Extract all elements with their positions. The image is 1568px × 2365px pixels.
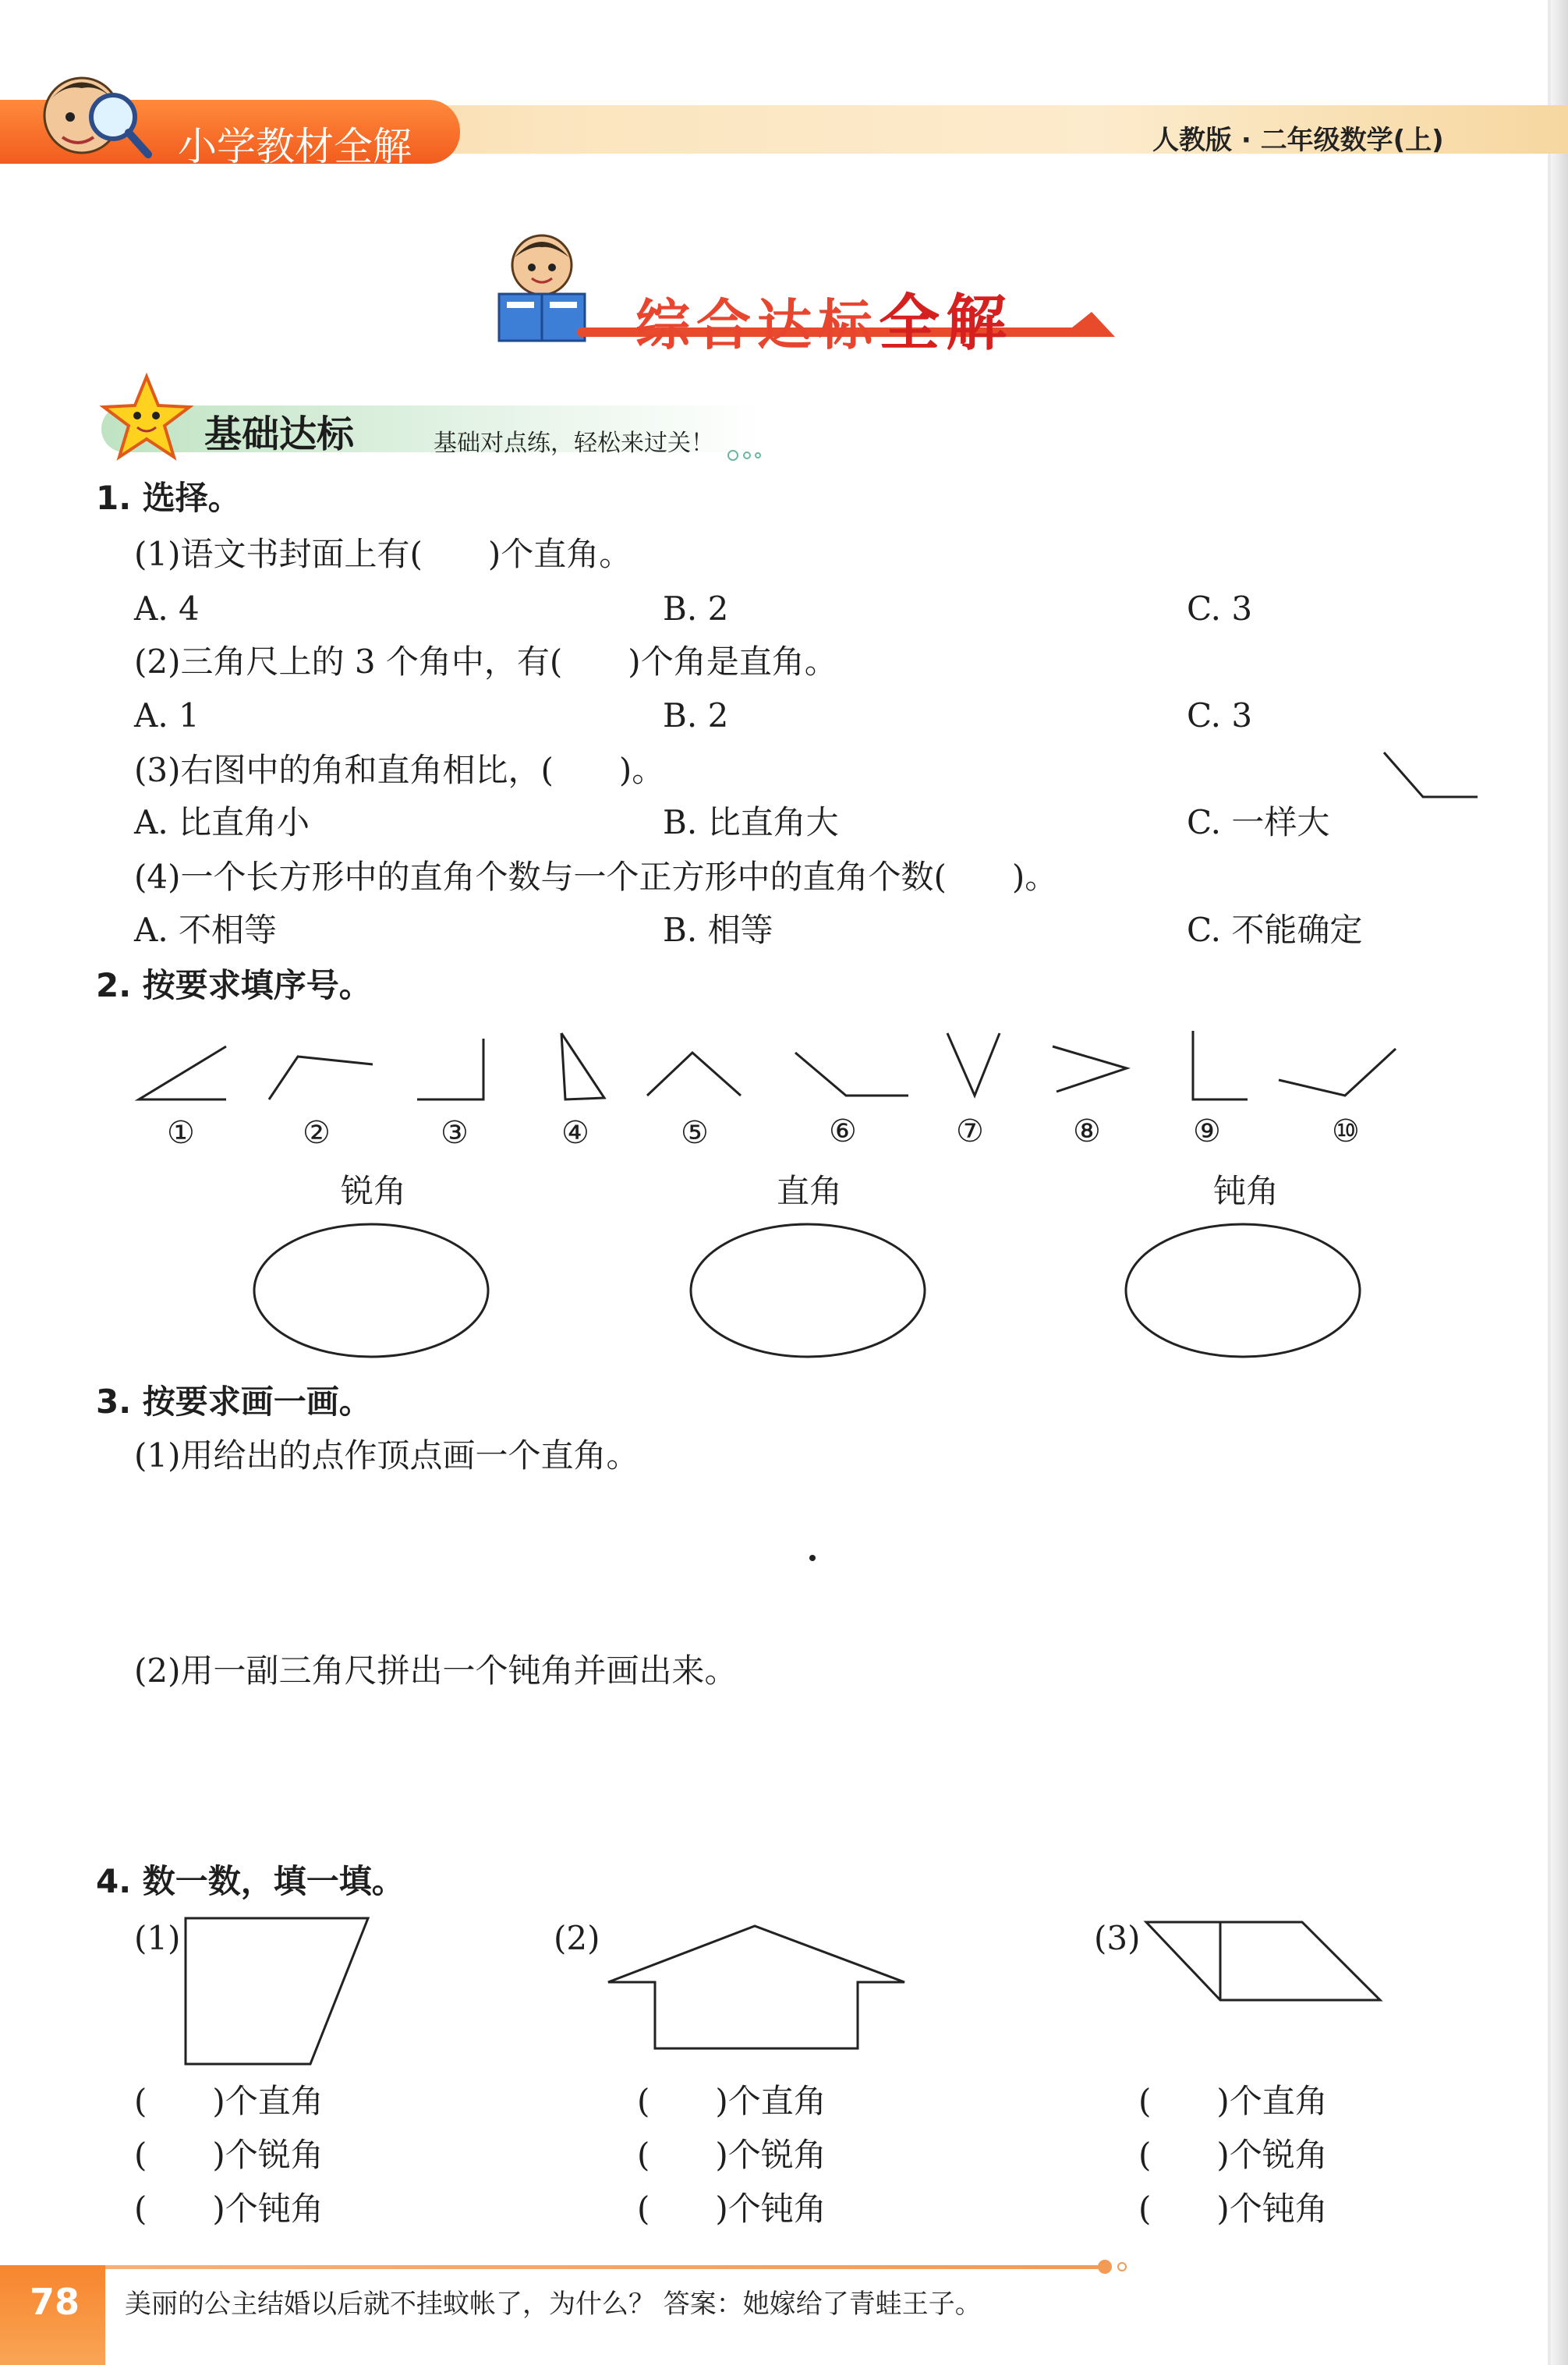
q1-2-option-a: A. 1 xyxy=(134,696,200,735)
subsection-title: 基础达标 xyxy=(204,412,355,456)
q4-fig3-acute-blank: ( )个锐角 xyxy=(1138,2136,1328,2174)
q1-1-stem: (1)语文书封面上有( )个直角。 xyxy=(134,535,632,573)
q1-4-option-a: A. 不相等 xyxy=(134,911,278,949)
q2-label xyxy=(96,966,372,1004)
category-right-label: 直角 xyxy=(777,1172,843,1210)
angle-number-10: ⑩ xyxy=(1332,1113,1360,1149)
angle-6 xyxy=(795,1053,908,1096)
section-title xyxy=(635,274,1013,362)
category-obtuse-label: 钝角 xyxy=(1213,1172,1280,1210)
q4-fig3-obtuse-blank: ( )个钝角 xyxy=(1138,2190,1328,2228)
obtuse-answer-oval xyxy=(1126,1224,1360,1357)
q1-1-option-b: B. 2 xyxy=(663,589,729,628)
angle-number-2: ② xyxy=(303,1115,331,1151)
mascot-magnifier-icon xyxy=(16,61,164,178)
angle-number-4: ④ xyxy=(561,1115,589,1151)
star-icon xyxy=(100,373,193,462)
angle-1 xyxy=(139,1046,226,1099)
footer-divider xyxy=(0,2265,1099,2269)
subsection-description: 基础对点练，轻松来过关！ xyxy=(434,430,714,457)
q1-3-option-a: A. 比直角小 xyxy=(134,803,310,841)
angle-number-9: ⑨ xyxy=(1193,1113,1221,1149)
q4-fig1-right-blank: ( )个直角 xyxy=(134,2082,324,2120)
angle-number-1: ① xyxy=(167,1115,195,1151)
q4-label-text: 4. 数一数，填一填。 xyxy=(96,1862,405,1900)
q4-figure-3-label: (3) xyxy=(1094,1919,1141,1957)
q3-part1: (1)用给出的点作顶点画一个直角。 xyxy=(134,1436,639,1475)
q2-angles-figure xyxy=(125,1021,1419,1115)
section-title-strong: 全解 xyxy=(879,289,1014,359)
angle-9 xyxy=(1193,1031,1248,1099)
q1-label xyxy=(96,479,241,517)
q1-3-option-c: C. 一样大 xyxy=(1187,803,1330,841)
book-title: 小学教材全解 xyxy=(178,124,412,169)
q2-label-text: 2. 按要求填序号。 xyxy=(96,966,372,1004)
q1-2-option-c: C. 3 xyxy=(1187,696,1253,735)
q3-label-text: 3. 按要求画一画。 xyxy=(96,1383,372,1421)
q1-3-option-b: B. 比直角大 xyxy=(663,803,839,841)
footer-joke: 美丽的公主结婚以后就不挂蚊帐了，为什么？ 答案：她嫁给了青蛙王子。 xyxy=(125,2289,982,2320)
footer-dots-decoration xyxy=(1095,2258,1134,2275)
q4-figure-1-label: (1) xyxy=(134,1919,181,1957)
section-title-prefix: 综合达标 xyxy=(635,293,879,357)
angle-2 xyxy=(269,1057,373,1099)
angle-5 xyxy=(647,1053,741,1096)
q4-figure-2-house xyxy=(604,1922,908,2055)
q1-label-text: 1. 选择。 xyxy=(96,479,241,517)
angle-number-6: ⑥ xyxy=(829,1113,857,1149)
angle-8 xyxy=(1053,1046,1127,1092)
q4-figure-2-label: (2) xyxy=(554,1919,600,1957)
q1-1-option-a: A. 4 xyxy=(134,589,200,628)
q3-label xyxy=(96,1383,372,1421)
q4-fig2-acute-blank: ( )个锐角 xyxy=(637,2136,826,2174)
acute-answer-oval xyxy=(254,1224,488,1357)
q1-2-stem: (2)三角尺上的 3 个角中，有( )个角是直角。 xyxy=(134,643,837,681)
q1-4-stem: (4)一个长方形中的直角个数与一个正方形中的直角个数( )。 xyxy=(134,858,1058,896)
category-acute-label: 锐角 xyxy=(341,1172,407,1210)
page-number: 78 xyxy=(30,2281,80,2323)
q1-2-option-b: B. 2 xyxy=(663,696,729,735)
q3-part2: (2)用一副三角尺拼出一个钝角并画出来。 xyxy=(134,1652,738,1690)
q1-3-angle-figure xyxy=(1380,749,1481,803)
angle-number-7: ⑦ xyxy=(956,1113,984,1149)
q4-figure-1-trapezoid xyxy=(179,1914,382,2070)
subsection-dots-decoration xyxy=(725,448,772,464)
angle-7 xyxy=(947,1033,1000,1096)
angle-number-5: ⑤ xyxy=(681,1115,709,1151)
q4-fig2-right-blank: ( )个直角 xyxy=(637,2082,826,2120)
q3-vertex-point xyxy=(808,1553,817,1563)
banner-arrow-decoration xyxy=(1060,308,1123,339)
edition-label: 人教版 · 二年级数学(上) xyxy=(1152,125,1444,156)
q4-fig1-obtuse-blank: ( )个钝角 xyxy=(134,2190,324,2228)
angle-number-3: ③ xyxy=(441,1115,469,1151)
q4-fig3-right-blank: ( )个直角 xyxy=(1138,2082,1328,2120)
angle-4 xyxy=(561,1033,604,1099)
q1-4-option-c: C. 不能确定 xyxy=(1187,911,1363,949)
q4-fig1-acute-blank: ( )个锐角 xyxy=(134,2136,324,2174)
q2-answer-ovals xyxy=(250,1220,1372,1368)
angle-number-8: ⑧ xyxy=(1073,1113,1101,1149)
page-number-tab xyxy=(0,2265,105,2365)
q1-1-option-c: C. 3 xyxy=(1187,589,1253,628)
angle-10 xyxy=(1279,1049,1396,1096)
q1-4-option-b: B. 相等 xyxy=(663,911,773,949)
angle-3 xyxy=(417,1039,483,1099)
q4-figure-3-parallelogram xyxy=(1142,1914,1392,2008)
q4-label xyxy=(96,1862,405,1900)
q1-3-stem: (3)右图中的角和直角相比，( )。 xyxy=(134,751,665,789)
q4-fig2-obtuse-blank: ( )个钝角 xyxy=(637,2190,826,2228)
page-edge xyxy=(1551,0,1568,2365)
right-answer-oval xyxy=(691,1224,925,1357)
